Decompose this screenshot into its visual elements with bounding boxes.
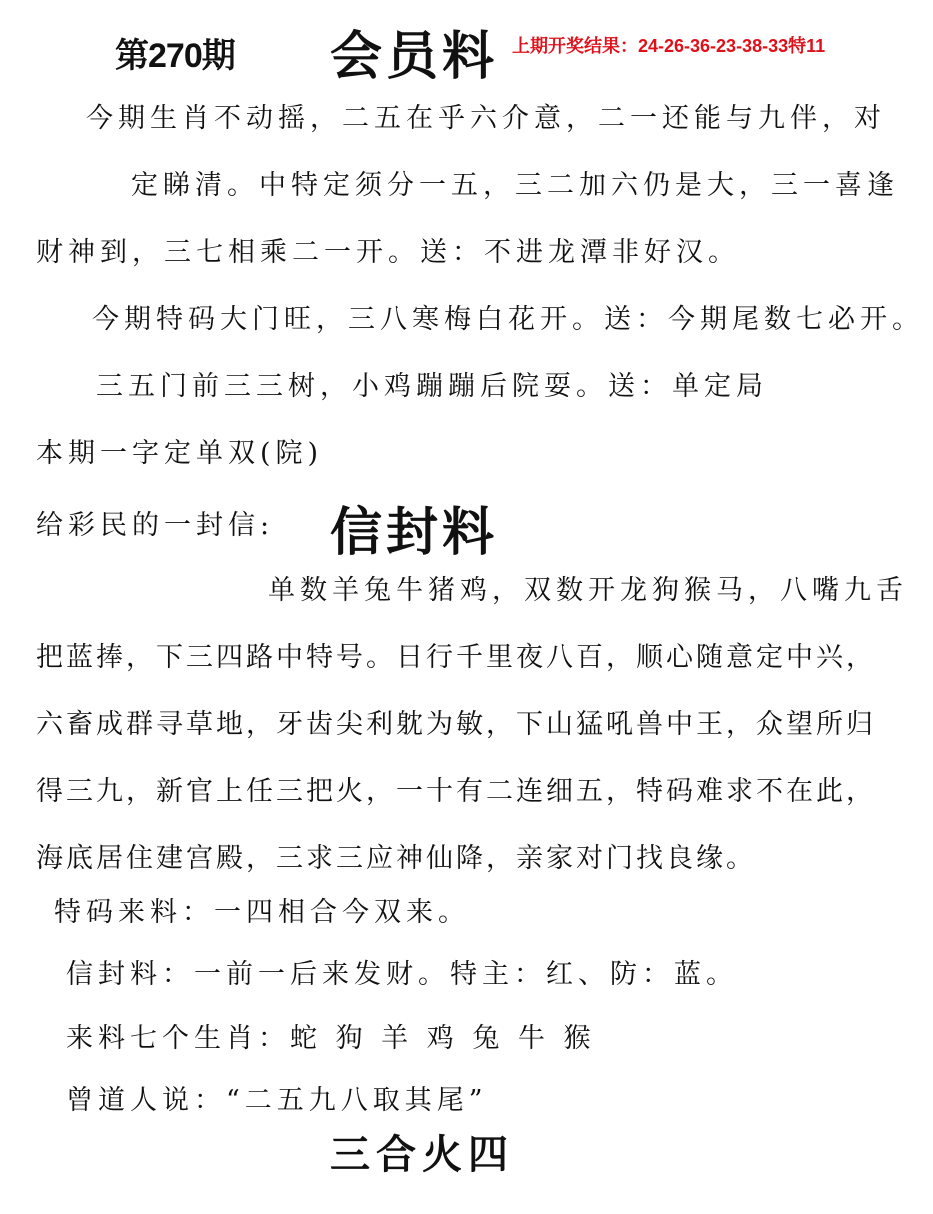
issue-number: 第270期 [115,37,235,75]
letter-line-2: 把蓝捧，下三四路中特号。日行千里夜八百，顺心随意定中兴， [36,642,876,673]
footer-text: 三合火四 [330,1131,514,1178]
last-draw-result: 上期开奖结果：24-26-36-23-38-33特11 [512,36,826,56]
poem-line-6: 本期一字定单双(院) [36,438,324,469]
letter-intro: 给彩民的一封信: [36,510,275,541]
page-title: 会员料 [330,26,499,87]
letter-line-1: 单数羊兔牛猪鸡，双数开龙狗猴马，八嘴九舌 [268,575,908,606]
note-taoist-saying: 曾道人说：“二五九八取其尾” [66,1085,488,1116]
letter-line-5: 海底居住建宫殿，三求三应神仙降，亲家对门找良缘。 [36,843,756,874]
poem-line-4-text: 今期特码大门旺，三八寒梅白花开。送：今期尾数七必开。 [92,304,924,335]
letter-line-3: 六畜成群寻草地，牙齿尖利躭为敏，下山猛吼兽中王，众望所归 [36,709,876,740]
poem-line-2-text: 定睇清。中特定须分一五，三二加六仍是大，三一喜逢 [131,170,899,201]
letter-line-4: 得三九，新官上任三把火，一十有二连细五，特码难求不在此， [36,776,876,807]
poem-line-2 [36,163,899,202]
note-seven-zodiacs: 来料七个生肖：蛇 狗 羊 鸡 兔 牛 猴 [66,1023,596,1054]
poem-line-5: 三五门前三三树，小鸡蹦蹦后院耍。送：单定局 [96,371,768,402]
poem-line-1: 今期生肖不动摇，二五在乎六介意，二一还能与九伴，对 [86,103,886,134]
note-special-code: 特码来料：一四相合今双来。 [54,897,470,928]
letter-title: 信封料 [330,502,499,563]
poem-line-4 [36,297,924,336]
note-envelope: 信封料：一前一后来发财。特主：红、防：蓝。 [66,959,738,990]
poem-line-3: 财神到，三七相乘二一开。送：不进龙潭非好汉。 [36,237,740,268]
